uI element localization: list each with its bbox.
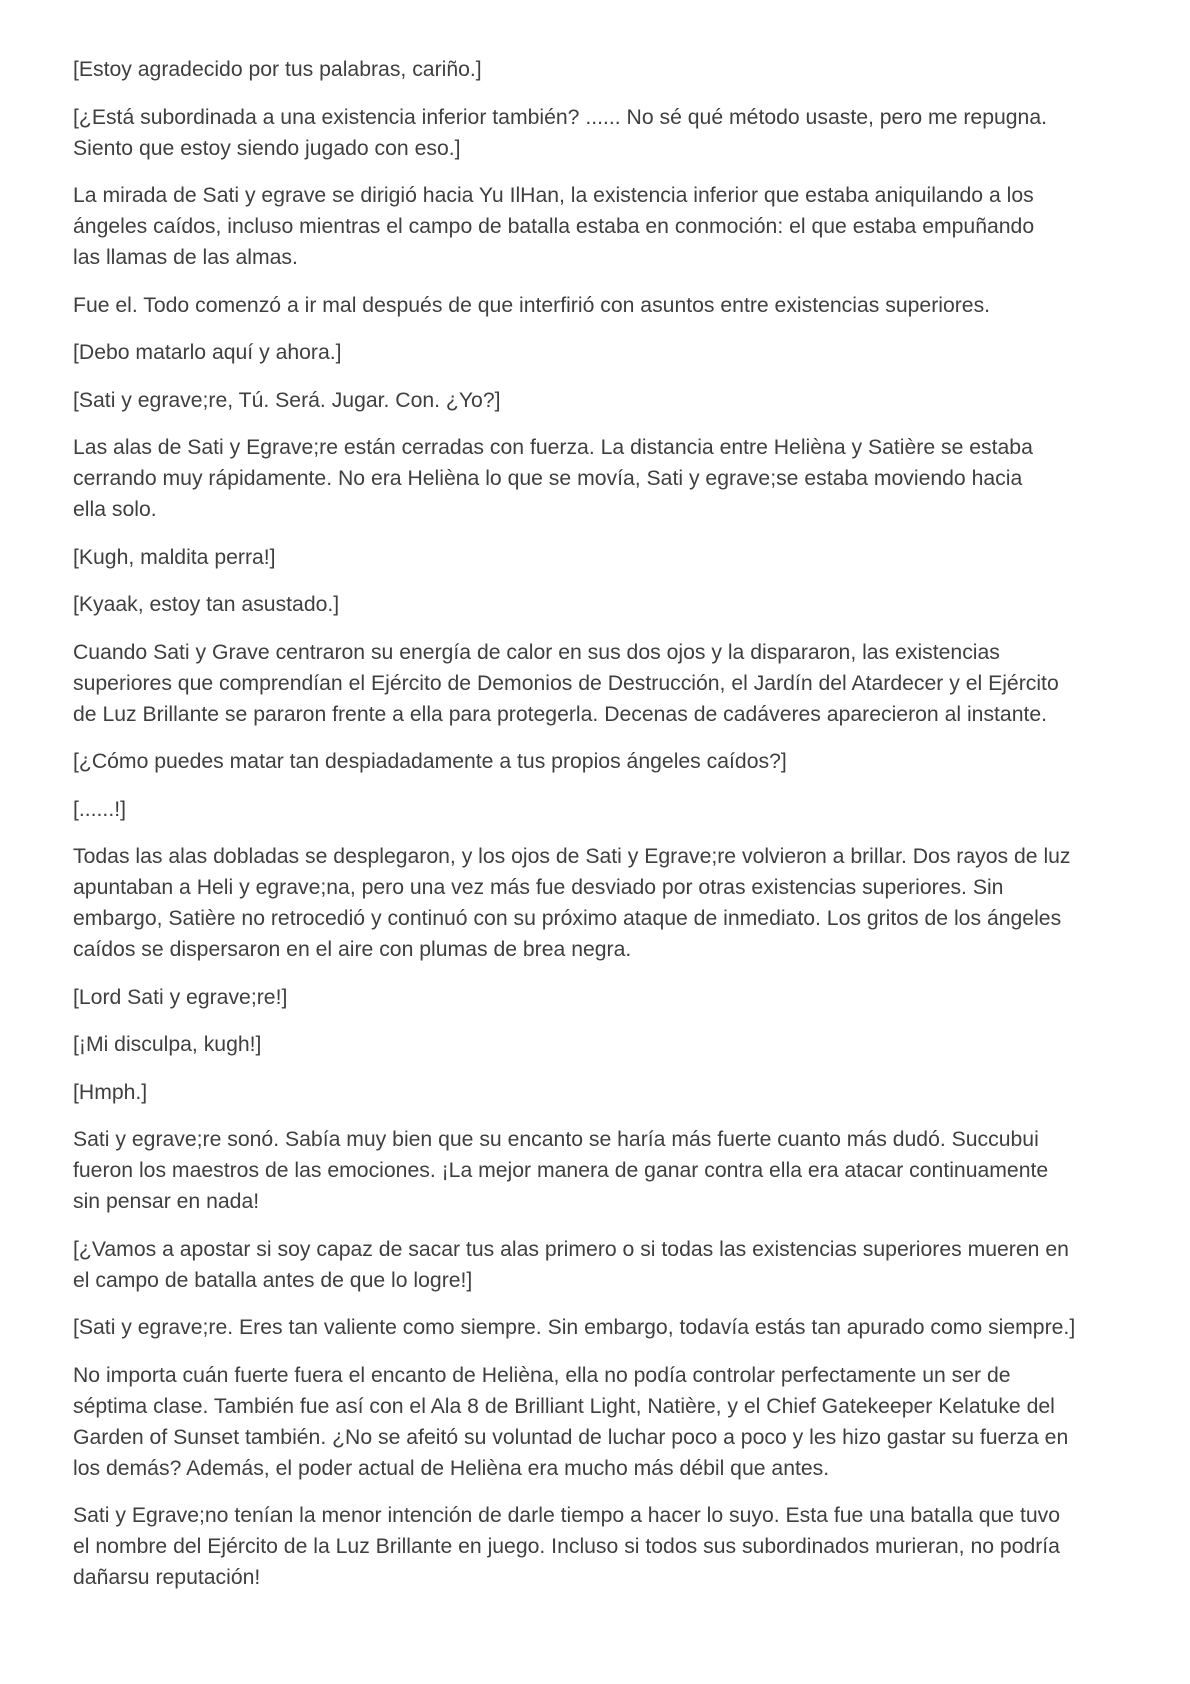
paragraph-line: [......!] [73, 797, 126, 821]
paragraph-line: [¿Cómo puedes matar tan despiadadamente a tus propios ángeles caídos?] [73, 750, 787, 773]
paragraph-line: [Debo matarlo aquí y ahora.] [73, 341, 342, 364]
paragraph-line: embargo, Satière no retrocedió y continuó con su próximo ataque de inmediato. Los gritos de los ángeles [73, 907, 1062, 930]
paragraph-line: cerrando muy rápidamente. No era Helièna lo que se movía, Sati y egrave;se estaba moviendo hacia [73, 467, 1023, 490]
paragraph [73, 746, 1123, 777]
paragraph [73, 1500, 1123, 1593]
paragraph [73, 180, 1123, 273]
paragraph [73, 102, 1123, 164]
paragraph-line: [¿Está subordinada a una existencia inferior también? ...... No sé qué método usaste, pero me repugna. [73, 105, 1048, 129]
paragraph-line: [Sati y egrave;re, Tú. Será. Jugar. Con. ¿Yo?] [73, 388, 501, 412]
paragraph [73, 1029, 1123, 1060]
paragraph-line: Cuando Sati y Grave centraron su energía de calor en sus dos ojos y la dispararon, las existencias [73, 640, 1000, 664]
paragraph [73, 290, 1123, 321]
paragraph-line: [Lord Sati y egrave;re!] [73, 985, 288, 1009]
paragraph-line: [Estoy agradecido por tus palabras, cariño.] [73, 58, 482, 81]
paragraph-line: ella solo. [73, 498, 157, 521]
paragraph [73, 1234, 1123, 1296]
paragraph-line: [Kugh, maldita perra!] [73, 545, 276, 569]
paragraph-line: [¿Vamos a apostar si soy capaz de sacar tus alas primero o si todas las existencias superiores mueren en [73, 1237, 1069, 1261]
paragraph [73, 337, 1123, 368]
paragraph-line: las llamas de las almas. [73, 246, 298, 269]
paragraph [73, 794, 1123, 825]
paragraph-line: séptima clase. También fue así con el Ala 8 de Brilliant Light, Natière, y el Chief Gatekeeper Kelatuke del [73, 1394, 1055, 1418]
paragraph-line: [¡Mi disculpa, kugh!] [73, 1033, 262, 1056]
paragraph [73, 54, 1123, 85]
paragraph-line: sin pensar en nada! [73, 1190, 260, 1213]
paragraph-line: [Kyaak, estoy tan asustado.] [73, 593, 340, 616]
paragraph-line: fueron los maestros de las emociones. ¡La mejor manera de ganar contra ella era atacar continuamente [73, 1159, 1049, 1182]
paragraph-line: Todas las alas dobladas se desplegaron, y los ojos de Sati y Egrave;re volvieron a brillar. Dos rayos de luz [73, 845, 1071, 868]
paragraph [73, 1312, 1123, 1343]
paragraph [73, 637, 1123, 730]
paragraph-line: ángeles caídos, incluso mientras el campo de batalla estaba en conmoción: el que estaba empuñando [73, 215, 1035, 238]
paragraph-line: La mirada de Sati y egrave se dirigió hacia Yu IlHan, la existencia inferior que estaba aniquilando a los [73, 184, 1034, 207]
paragraph-line: apuntaban a Heli y egrave;na, pero una vez más fue desviado por otras existencias superiores. Sin [73, 876, 1004, 899]
paragraph-line: dañarsu reputación! [73, 1566, 261, 1589]
paragraph-line: No importa cuán fuerte fuera el encanto de Helièna, ella no podía controlar perfectamente un ser de [73, 1363, 1011, 1387]
paragraph-line: caídos se dispersaron en el aire con plumas de brea negra. [73, 938, 632, 961]
paragraph-line: Garden of Sunset también. ¿No se afeitó su voluntad de luchar poco a poco y les hizo gastar su fuerza en [73, 1425, 1069, 1449]
paragraph [73, 1360, 1123, 1484]
paragraph-line: Fue el. Todo comenzó a ir mal después de que interfirió con asuntos entre existencias superiores. [73, 293, 991, 317]
paragraph-line: Las alas de Sati y Egrave;re están cerradas con fuerza. La distancia entre Helièna y Satière se estaba [73, 436, 1033, 459]
paragraph [73, 982, 1123, 1013]
paragraph [73, 841, 1123, 965]
paragraph-line: el campo de batalla antes de que lo logre!] [73, 1268, 473, 1292]
paragraph-line: superiores que comprendían el Ejército de Demonios de Destrucción, el Jardín del Atardecer y el Ejército [73, 671, 1059, 695]
paragraph [73, 1077, 1123, 1108]
paragraph-line: [Sati y egrave;re. Eres tan valiente como siempre. Sin embargo, todavía estás tan apurado como siempre.] [73, 1316, 1076, 1339]
document-body [73, 54, 1123, 1610]
paragraph-line: Siento que estoy siendo jugado con eso.] [73, 136, 461, 160]
paragraph-line: de Luz Brillante se pararon frente a ella para protegerla. Decenas de cadáveres aparecieron al instante. [73, 702, 1048, 726]
paragraph-line: el nombre del Ejército de la Luz Brillante en juego. Incluso si todos sus subordinados murieran, no podría [73, 1535, 1060, 1558]
paragraph [73, 432, 1123, 525]
paragraph [73, 385, 1123, 416]
paragraph [73, 589, 1123, 620]
paragraph [73, 1124, 1123, 1217]
paragraph-line: los demás? Además, el poder actual de Helièna era mucho más débil que antes. [73, 1456, 830, 1480]
paragraph-line: Sati y egrave;re sonó. Sabía muy bien que su encanto se haría más fuerte cuanto más dudó. Succubui [73, 1128, 1039, 1151]
paragraph [73, 542, 1123, 573]
paragraph-line: Sati y Egrave;no tenían la menor intención de darle tiempo a hacer lo suyo. Esta fue una batalla que tuvo [73, 1504, 1061, 1527]
paragraph-line: [Hmph.] [73, 1080, 148, 1104]
